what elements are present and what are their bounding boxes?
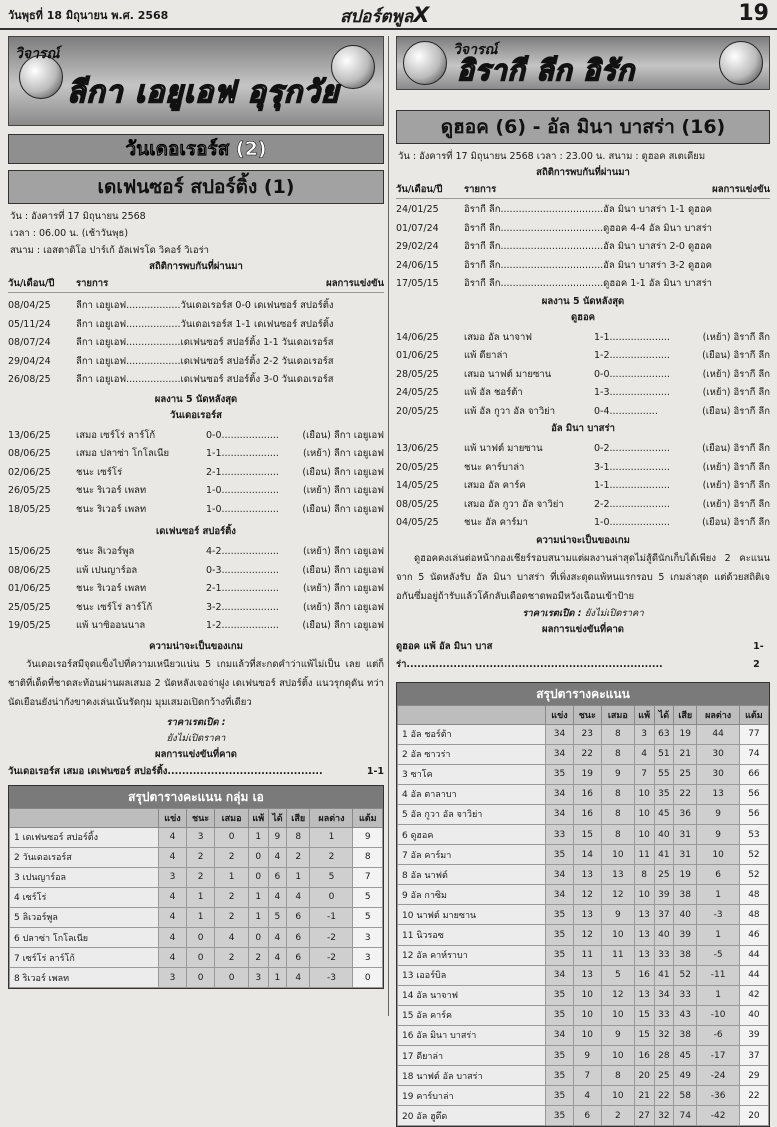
pred-title: ผลการแข่งขันที่คาด — [396, 622, 770, 638]
h2h-title: สถิติการพบกันที่ผ่านมา — [396, 165, 770, 181]
left-banner — [8, 36, 384, 126]
form-row: 28/05/25 เสมอ นาฟต์ มายซาน 0-0.................... (เหย้า) อิรากี ลีก — [396, 366, 770, 385]
standings-row: 18 นาฟต์ อัล บาสร่า 35 7 8 20 25 49 -24 29 — [398, 1066, 769, 1086]
standings-row: 2 อัล ซาวร่า 34 22 8 4 51 21 30 74 — [398, 744, 769, 764]
match-info: วัน : อังคารที่ 17 มิถุนายน 2568 เวลา : 23.00 น. สนาม : ดูฮอค สเตเดียม — [396, 148, 770, 165]
standings-row: 1 อัล ชอร์ต้า 34 23 8 3 63 19 44 77 — [398, 724, 769, 744]
banner-title: อิรากี ลีก อิรัก — [457, 49, 635, 93]
form-row: 26/05/25 ชนะ ริเวอร์ เพลท 1-0................... (เหย้า) ลีกา เอยูเอฟ — [8, 482, 384, 501]
form-row: 01/06/25 แพ้ ดียาล่า 1-2.................... (เยือน) อิรากี ลีก — [396, 347, 770, 366]
standings-row: 5 ลิเวอร์พูล 4 1 2 1 5 6 -1 5 — [10, 907, 383, 927]
form-row: 01/06/25 ชนะ ริเวอร์ เพลท 2-1................... (เหย้า) ลีกา เอยูเอฟ — [8, 580, 384, 599]
standings-row: 4 อัล ตาลาบา 34 16 8 10 35 22 13 56 — [398, 784, 769, 804]
standings-row: 5 อัล กูวา อัล จาวิย่า 34 16 8 10 45 36 9 56 — [398, 804, 769, 824]
standings-row: 7 เซร์โร่ ลาร์โก้ 4 0 2 2 4 6 -2 3 — [10, 948, 383, 968]
form-row: 13/06/25 แพ้ นาฟต์ มายซาน 0-2.................... (เยือน) อิรากี ลีก — [396, 440, 770, 459]
h2h-row: 08/07/24 ลีกา เอยูเอฟ..................เดเฟนซอร์ สปอร์ติ้ง 1-1 วันเดอเรอร์ส — [8, 334, 384, 353]
banner-tag: วิจารณ์ — [453, 39, 497, 61]
away-team: เดเฟนซอร์ สปอร์ติ้ง (1) — [8, 170, 384, 204]
standings-row: 13 เออร์บิล 34 13 5 16 41 52 -11 44 — [398, 965, 769, 985]
standings-row: 9 อัล กาซิม 34 12 12 10 39 38 1 48 — [398, 885, 769, 905]
form-row: 02/06/25 ชนะ เซร์โร่ 2-1................... (เยือน) ลีกา เอยูเอฟ — [8, 464, 384, 483]
match-title: ดูฮอค (6) - อัล มินา บาสร่า (16) — [396, 110, 770, 144]
standings-title: สรุปตารางคะแนน กลุ่ม เอ — [9, 786, 383, 808]
pred-title: ผลการแข่งขันที่คาด — [8, 747, 384, 763]
right-article — [396, 36, 770, 1127]
standings-row: 3 ซาโค 35 19 9 7 55 25 30 66 — [398, 764, 769, 784]
match-time: เวลา : 06.00 น. (เช้าวันพุธ) — [10, 225, 384, 242]
form-row: 04/05/25 ชนะ อัล คาร์มา 1-0.................... (เยือน) อิรากี ลีก — [396, 514, 770, 533]
standings-group-a — [8, 785, 384, 990]
page-number: 19 — [738, 1, 769, 26]
standings-row: 8 ริเวอร์ เพลท 3 0 0 3 1 4 -3 0 — [10, 968, 383, 988]
standings-row: 12 อัล คาห์ราบา 35 11 11 13 33 38 -5 44 — [398, 945, 769, 965]
form-row: 13/06/25 เสมอ เซร์โร่ ลาร์โก้ 0-0................... (เยือน) ลีกา เอยูเอฟ — [8, 427, 384, 446]
form-row: 20/05/25 แพ้ อัล กูวา อัล จาวิย่า 0-4................ (เยือน) อิรากี ลีก — [396, 403, 770, 422]
h2h-header: วัน/เดือน/ปี รายการ ผลการแข่งขัน — [8, 275, 384, 293]
standings-row: 20 อัล ฮูดึด 35 6 2 27 32 74 -42 20 — [398, 1106, 769, 1126]
standings-row: 19 คาร์บาล่า 35 4 10 21 22 58 -36 22 — [398, 1086, 769, 1106]
standings-row: 1 เดเฟนซอร์ สปอร์ติ้ง 4 3 0 1 9 8 1 9 — [10, 827, 383, 847]
form-row: 24/05/25 แพ้ อัล ชอร์ต้า 1-3.................... (เหย้า) อิรากี ลีก — [396, 384, 770, 403]
prob-text: ดูฮอคคงเล่นต่อหน้ากองเชียร์รอบสนามแต่ผลงานล่าสุดไม่สู้ดีนักเก็บได้เพียง 2 คะแนนจาก 5 นัดหลังรับ อัล มินา บาสร่า ที่เพิ่งสะดุดแพ้หนแรกรอบ 5 เกมล่าสุด แต่ด้วยสถิติเจอกันซึ่มอยู่ถ้ารับแล้วโค้กลับเดือดชาดพอมีหวังเฉือนเข้าป้าย — [396, 549, 770, 606]
h2h-row: 29/04/24 ลีกา เอยูเอฟ..................เดเฟนซอร์ สปอร์ติ้ง 2-2 วันเดอเรอร์ส — [8, 353, 384, 372]
football-icon — [719, 41, 763, 85]
h2h-header: วัน/เดือน/ปี รายการ ผลการแข่งขัน — [396, 181, 770, 199]
column-divider — [388, 36, 389, 1016]
brand-logo: สปอร์ตพูลX — [340, 3, 429, 30]
standings-row: 3 เปนญาร์อล 3 2 1 0 6 1 5 7 — [10, 867, 383, 887]
form-row: 08/05/25 เสมอ อัล กูวา อัล จาวิย่า 2-2.................... (เหย้า) อิรากี ลีก — [396, 496, 770, 515]
standings-row: 2 วันเดอเรอร์ส 4 2 2 0 4 2 2 8 — [10, 847, 383, 867]
standings-row: 11 นิวรอซ 35 12 10 13 40 39 1 46 — [398, 925, 769, 945]
standings-row: 6 ปลาซ่า โกโลเนีย 4 0 4 0 4 6 -2 3 — [10, 927, 383, 947]
prob-text: วันเดอเรอร์สมีจุดแข็งไปที่ความเหนียวแน่น 5 เกมแล้วที่สะกดคำว่าแพ้ไม่เป็น เลย แต่ก็ชาติที่เด็ดที่ชาดสะท้อนผ่านผลเสมอ 2 นัดหลังเจอจ่าฝูง เดเฟนซอร์ สปอร์ติ้ง แนวรุกดุดัน ทว่านัดเยือนยังน่ากังขาคงเล่นเน้นรัดกุม มุมเสมอเปิดกว้างที่เดียว — [8, 655, 384, 712]
right-banner — [396, 36, 770, 90]
match-day: วัน : อังคารที่ 17 มิถุนายน 2568 — [10, 208, 384, 225]
team1-form-title: ดูฮอค — [396, 310, 770, 326]
form-title: ผลงาน 5 นัดหลังสุด — [396, 294, 770, 310]
standings-row: 4 เซร์โร่ 4 1 2 1 4 4 0 5 — [10, 887, 383, 907]
banner-title: ลีกา เอยูเอฟ อุรุกวัย — [67, 69, 339, 116]
prediction: ดูฮอค แพ้ อัล มินา บาสร่า....................................................................... 1-2 — [396, 638, 770, 674]
form-row: 19/05/25 แพ้ นาซิออนนาล 1-2................... (เยือน) ลีกา เอยูเอฟ — [8, 617, 384, 636]
h2h-row: 29/02/24 อิรากี ลีก..................................อัล มินา บาสร่า 2-0 ดูฮอค — [396, 238, 770, 257]
standings-league — [396, 682, 770, 1127]
standings-row: 6 ดูฮอค 33 15 8 10 40 31 9 53 — [398, 824, 769, 844]
standings-row: 16 อัล มินา บาสร่า 34 10 9 15 32 38 -6 39 — [398, 1025, 769, 1045]
match-venue: สนาม : เอสตาดิโอ ปาร์เก้ อัลเฟรโด วิคอร์ วิเอร่า — [10, 242, 384, 259]
page-header — [0, 0, 777, 30]
banner-tag: วิจารณ์ — [15, 43, 59, 65]
h2h-row: 08/04/25 ลีกา เอยูเอฟ..................วันเดอเรอร์ส 0-0 เดเฟนซอร์ สปอร์ติ้ง — [8, 297, 384, 316]
standings-row: 17 ดียาล่า 35 9 10 16 28 45 -17 37 — [398, 1046, 769, 1066]
rate-label: ราคาเรตเปิด : — [8, 715, 384, 731]
form-row: 08/06/25 เสมอ ปลาซ่า โกโลเนีย 1-1................... (เหย้า) ลีกา เอยูเอฟ — [8, 445, 384, 464]
standings-header: แข่ง ชนะ เสมอ แพ้ ได้ เสีย ผลต่าง แต้ม — [10, 808, 383, 827]
form-row: 18/05/25 ชนะ ริเวอร์ เพลท 1-0................... (เยือน) ลีกา เอยูเอฟ — [8, 501, 384, 520]
standings-header: แข่ง ชนะ เสมอ แพ้ ได้ เสีย ผลต่าง แต้ม — [398, 705, 769, 724]
rate-value: ยังไม่เปิดราคา — [8, 731, 384, 747]
h2h-row: 05/11/24 ลีกา เอยูเอฟ..................วันเดอเรอร์ส 1-1 เดเฟนซอร์ สปอร์ติ้ง — [8, 316, 384, 335]
standings-title: สรุปตารางคะแนน — [397, 683, 769, 705]
team2-form-title: อัล มินา บาสร่า — [396, 421, 770, 437]
h2h-row: 24/01/25 อิรากี ลีก..................................อัล มินา บาสร่า 1-1 ดูฮอค — [396, 201, 770, 220]
h2h-row: 01/07/24 อิรากี ลีก..................................ดูฮอค 4-4 อัล มินา บาสร่า — [396, 220, 770, 239]
standings-row: 8 อัล นาฟต์ 34 13 13 8 25 19 6 52 — [398, 865, 769, 885]
rate-line: ราคาเรตเปิด : ยังไม่เปิดราคา — [396, 606, 770, 622]
h2h-title: สถิติการพบกันที่ผ่านมา — [8, 259, 384, 275]
form-row: 14/05/25 เสมอ อัล คาร์ค 1-1.................... (เหย้า) อิรากี ลีก — [396, 477, 770, 496]
form-title: ผลงาน 5 นัดหลังสุด — [8, 392, 384, 408]
left-article — [8, 36, 384, 989]
team1-form-title: วันเดอเรอร์ส — [8, 408, 384, 424]
standings-row: 15 อัล คาร์ค 35 10 10 15 33 43 -10 40 — [398, 1005, 769, 1025]
h2h-row: 26/08/25 ลีกา เอยูเอฟ..................เดเฟนซอร์ สปอร์ติ้ง 3-0 วันเดอเรอร์ส — [8, 371, 384, 390]
h2h-row: 17/05/15 อิรากี ลีก..................................ดูฮอค 1-1 อัล มินา บาสร่า — [396, 275, 770, 294]
prob-title: ความน่าจะเป็นของเกม — [8, 639, 384, 655]
h2h-row: 24/06/15 อิรากี ลีก..................................อัล มินา บาสร่า 3-2 ดูฮอค — [396, 257, 770, 276]
form-row: 15/06/25 ชนะ ลิเวอร์พูล 4-2................... (เหย้า) ลีกา เอยูเอฟ — [8, 543, 384, 562]
prob-title: ความน่าจะเป็นของเกม — [396, 533, 770, 549]
prediction: วันเดอเรอร์ส เสมอ เดเฟนซอร์ สปอร์ติ้ง........................................... 1-1 — [8, 763, 384, 781]
home-team: วันเดอเรอร์ส (2) — [8, 134, 384, 164]
form-row: 20/05/25 ชนะ คาร์บาล่า 3-1.................... (เหย้า) อิรากี ลีก — [396, 459, 770, 478]
football-icon — [403, 41, 447, 85]
team2-form-title: เดเฟนซอร์ สปอร์ติ้ง — [8, 524, 384, 540]
form-row: 25/05/25 ชนะ เซร์โร่ ลาร์โก้ 3-2................... (เหย้า) ลีกา เอยูเอฟ — [8, 599, 384, 618]
standings-row: 7 อัล คาร์มา 35 14 10 11 41 31 10 52 — [398, 845, 769, 865]
issue-date: วันพุธที่ 18 มิถุนายน พ.ศ. 2568 — [8, 6, 168, 24]
form-row: 14/06/25 เสมอ อัล นาจาฟ 1-1.................... (เหย้า) อิรากี ลีก — [396, 329, 770, 348]
standings-row: 14 อัล นาจาฟ 35 10 12 13 34 33 1 42 — [398, 985, 769, 1005]
standings-row: 10 นาฟต์ มายซาน 35 13 9 13 37 40 -3 48 — [398, 905, 769, 925]
form-row: 08/06/25 แพ้ เปนญาร์อล 0-3................... (เยือน) ลีกา เอยูเอฟ — [8, 562, 384, 581]
